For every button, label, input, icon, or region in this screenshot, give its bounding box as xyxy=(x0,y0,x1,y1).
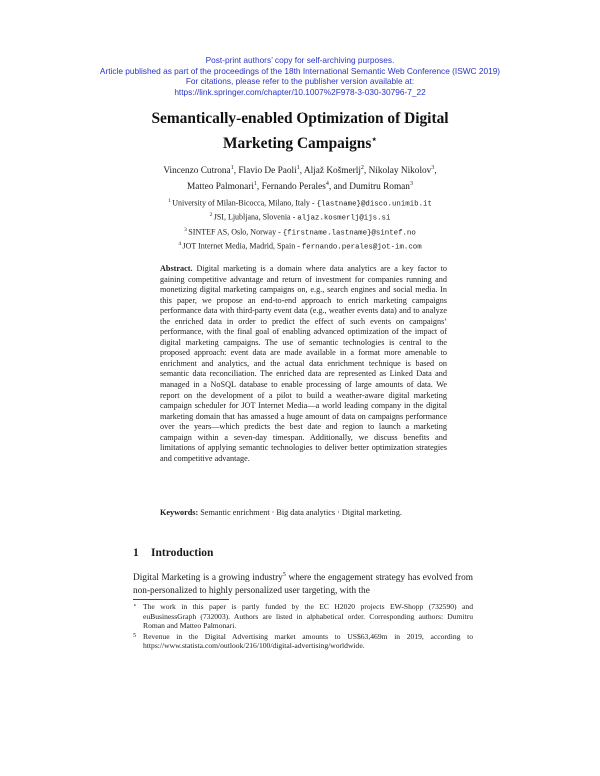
author-affiliation-mark: 1 xyxy=(253,180,257,187)
author-name: Nikolay Nikolov xyxy=(368,166,432,177)
author-name: Vincenzo Cutrona xyxy=(163,166,231,177)
affiliation-email: {firstname.lastname}@sintef.no xyxy=(282,229,416,238)
author-name: Flavio De Paoli xyxy=(238,166,297,177)
section-number: 1 xyxy=(133,547,139,559)
author-affiliation-mark: 4 xyxy=(325,180,329,187)
footnote-text: The work in this paper is partly funded by the EC H2020 projects EW-Shopp (732590) and euBusinessGraph (732003). Authors are listed in alphabetical order. Corresponding authors: Dumitru Roman and Matteo Palmonari. xyxy=(143,602,473,631)
abstract xyxy=(160,264,447,464)
abstract-label: Abstract. xyxy=(160,264,193,273)
affiliation-email: {lastname}@disco.unimib.it xyxy=(316,200,432,209)
affiliation: $^4$ JOT Internet Media, Madrid, Spain - fernando.perales@jot-im.com xyxy=(178,241,422,252)
author-name: Dumitru Roman xyxy=(349,181,410,192)
affiliation-email: fernando.perales@jot-im.com xyxy=(301,243,422,252)
footnote xyxy=(133,632,473,651)
banner-line: For citations, please refer to the publisher version available at: xyxy=(185,76,415,87)
title-footnote-mark: ⋆ xyxy=(371,134,377,144)
affiliation-email: aljaz.kosmerlj@ijs.si xyxy=(297,215,391,224)
footnote-text: Revenue in the Digital Advertising market amounts to US$63,469m in 2019, according to https://www.statista.com/outlook/216/100/digital-advertising/worldwide. xyxy=(143,631,473,651)
author-affiliation-mark: 1 xyxy=(230,165,234,171)
keywords-text: Semantic enrichment · Big data analytics · Digital marketing. xyxy=(200,508,402,517)
affiliation: $^2$ JSI, Ljubljana, Slovenia - aljaz.kosmerlj@ijs.si xyxy=(209,212,391,224)
footnotes xyxy=(133,602,473,652)
author-affiliation-mark: 1 xyxy=(296,165,300,171)
footnote-ref[interactable]: 5 xyxy=(282,572,286,578)
affiliation-list xyxy=(80,196,520,253)
title-line: Marketing Campaigns⋆ xyxy=(223,134,377,153)
body-paragraph: Digital Marketing is a growing industry$^5$ where the engagement strategy has evolved from non-personalized to highly personalized user targeting, with the xyxy=(133,572,473,596)
author-affiliation-mark: 3 xyxy=(431,165,435,171)
banner-line: Article published as part of the proceedings of the 18th International Semantic Web Conference (ISWC 2019) xyxy=(99,65,501,76)
banner-line: Post-print authors’ copy for self-archiving purposes. xyxy=(205,55,395,65)
author-affiliation-mark: 2 xyxy=(360,165,364,171)
footnote-rule xyxy=(133,599,229,600)
author-name: Aljaž Košmerlj xyxy=(303,166,361,177)
affiliation: $^3$ SINTEF AS, Oslo, Norway - {firstname.lastname}@sintef.no xyxy=(184,226,416,238)
author-name: Fernando Perales xyxy=(261,181,326,192)
author-list: Vincenzo Cutrona$^1$, Flavio De Paoli$^1$, Aljaž Košmerlj$^2$, Nikolay Nikolov$^3$, Matteo Palmonari$^1$, Fernando Perales$^4$, and Dumitru Roman$^3$ xyxy=(163,165,437,192)
section-heading xyxy=(133,547,213,559)
banner-link[interactable]: https://link.springer.com/chapter/10.1007%2F978-3-030-30796-7_22 xyxy=(174,86,426,97)
footnote xyxy=(133,602,473,631)
affiliation: $^1$ University of Milan-Bicocca, Milano, Italy - {lastname}@disco.unimib.it xyxy=(168,198,432,209)
paper-title xyxy=(60,109,540,154)
keywords-label: Keywords: xyxy=(160,508,199,517)
section-title: Introduction xyxy=(151,547,214,559)
title-line: Semantically-enabled Optimization of Digital xyxy=(151,110,449,127)
abstract-text: Digital marketing is a domain where data analytics are a key factor to gaining competitive advantage and return of investment for companies running and monetizing digital marketing campaigns on, e.g., search engines and social media. In this paper, we propose an end-to-end approach to enrich marketing campaigns performance data with third-party event data (e.g., weather events data) and to analyze the enriched data in order to predict the effect of such events on campaigns’ performance, with the final goal of enabling advanced optimization of the impact of digital marketing campaigns. The use of semantic technologies is central to the proposed approach: event data are made available in a format more amenable to enrichment and analytics, and the actual data enrichment technique is based on semantic data reconciliation. The enriched data are represented as Linked Data and managed in a NoSQL database to enable processing of large amounts of data. We report on the development of a pilot to build a weather-aware digital marketing campaign scheduler for JOT Internet Media—a world leading company in the digital marketing domain that has amassed a huge amount of data on campaigns performance over the years—which predicts the best date and region to launch a marketing campaign within a seven-day timespan. Additionally, we discuss benefits and limitations of applying semantic technologies to deliver better optimization strategies and competitive advantage. xyxy=(160,264,448,463)
footnote-mark: ⋆ xyxy=(133,603,137,609)
self-archiving-banner xyxy=(0,55,600,97)
author-affiliation-mark: 3 xyxy=(409,180,413,187)
author-name: Matteo Palmonari xyxy=(187,181,254,192)
footnote-mark: 5 xyxy=(133,632,136,639)
keywords xyxy=(160,508,447,519)
